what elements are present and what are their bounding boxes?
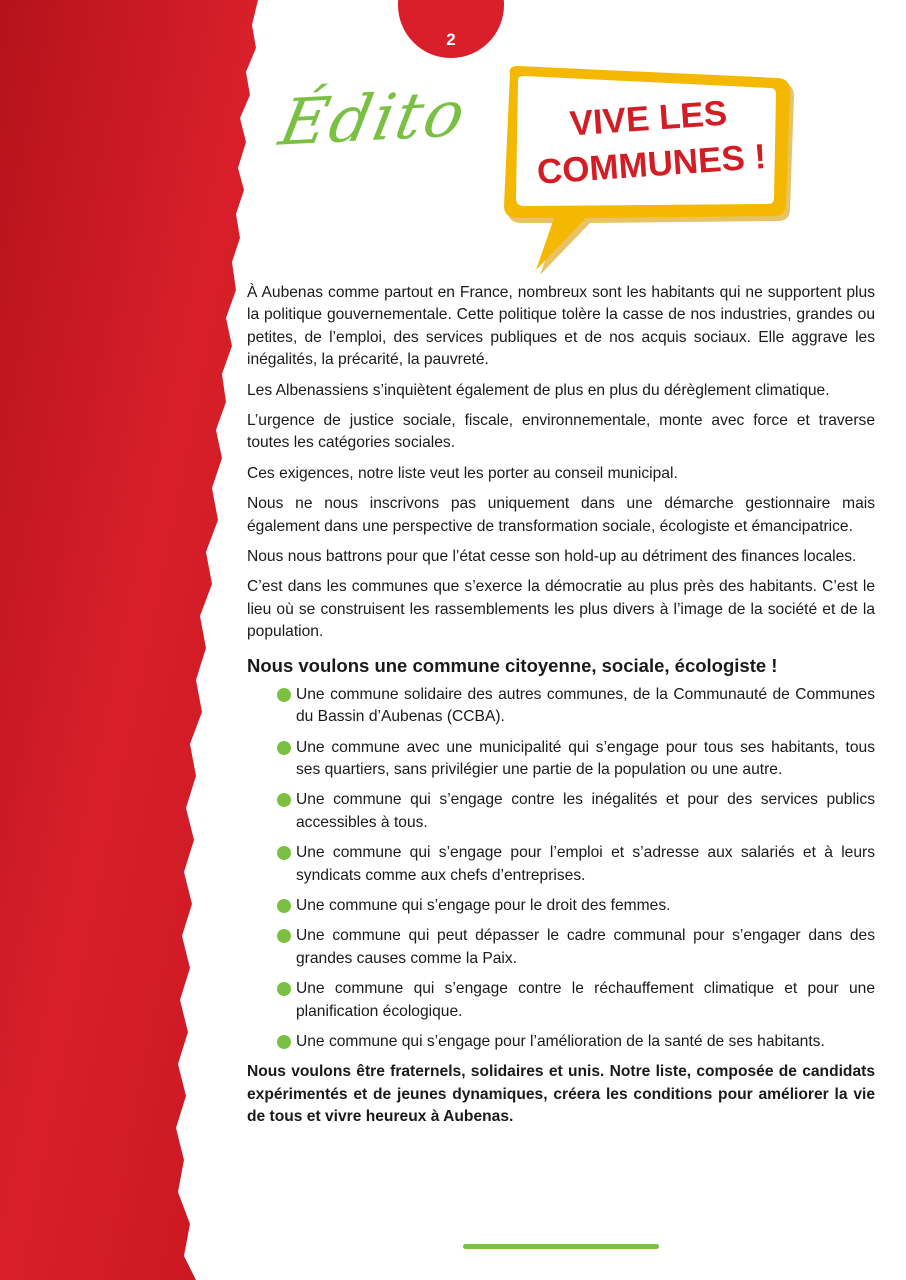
edito-heading bbox=[273, 77, 473, 212]
green-bullet-icon bbox=[277, 793, 291, 807]
list-item-text: Une commune avec une municipalité qui s’engage pour tous ses habitants, tous ses quartiers, sans privilégier une partie de la population ou une autre. bbox=[296, 738, 875, 778]
paragraph: Nous nous battrons pour que l’état cesse son hold-up au détriment des finances locales. bbox=[247, 548, 857, 566]
commitments-list bbox=[247, 684, 875, 1054]
edito-title: Édito bbox=[273, 77, 473, 161]
list-item-text: Une commune qui s’engage contre le réchauffement climatique et pour une planification écologique. bbox=[296, 980, 875, 1020]
paragraph: C’est dans les communes que s’exerce la démocratie au plus près des habitants. C’est le lieu où se construisent les rassemblements les plus divers à l’image de la société et de la population. bbox=[247, 578, 875, 641]
list-item bbox=[277, 789, 875, 834]
list-item-text: Une commune qui peut dépasser le cadre communal pour s’engager dans des grandes causes comme la Paix. bbox=[296, 927, 875, 967]
page-number: 2 bbox=[446, 30, 456, 49]
paragraph: À Aubenas comme partout en France, nombreux sont les habitants qui ne supportent plus la politique gouvernementale. Cette politique tolère la casse de nos industries, grandes ou petites, de l’emploi, des services publiques et de nos acquis sociaux. Elle aggrave les inégalités, la précarité, la pauvreté. bbox=[247, 284, 875, 369]
list-item-text: Une commune qui s’engage contre les inégalités et pour des services publics accessibles à tous. bbox=[296, 791, 875, 831]
article-body bbox=[247, 282, 875, 1137]
green-bullet-icon bbox=[277, 688, 291, 702]
paragraph: Nous ne nous inscrivons pas uniquement dans une démarche gestionnaire mais également dans une perspective de transformation sociale, écologiste et émancipatrice. bbox=[247, 495, 875, 535]
list-item bbox=[277, 684, 875, 729]
list-item bbox=[277, 1031, 875, 1053]
list-item-text: Une commune solidaire des autres communes, de la Communauté de Communes du Bassin d’Aubenas (CCBA). bbox=[296, 685, 875, 726]
page-number-badge bbox=[398, 0, 504, 58]
green-divider bbox=[463, 1244, 659, 1249]
list-item-text: Une commune qui s’engage pour le droit des femmes. bbox=[296, 896, 671, 914]
bubble-line-2: COMMUNES ! bbox=[535, 136, 768, 192]
list-item bbox=[277, 925, 875, 970]
section-heading: Nous voulons une commune citoyenne, sociale, écologiste ! bbox=[247, 654, 778, 676]
list-item bbox=[277, 842, 875, 887]
closing-statement: Nous voulons être fraternels, solidaires et unis. Notre liste, composée de candidats expérimentés et de jeunes dynamiques, créera les conditions pour améliorer la vie de tous et vivre heureux à Aubenas. bbox=[247, 1063, 875, 1126]
bubble-line-1: VIVE LES bbox=[568, 93, 729, 144]
green-bullet-icon bbox=[277, 929, 291, 943]
list-item-text: Une commune qui s’engage pour l’emploi et s’adresse aux salariés et à leurs syndicats comme aux chefs d’entreprises. bbox=[296, 844, 875, 884]
green-bullet-icon bbox=[277, 1035, 291, 1049]
bubble-slogan bbox=[517, 87, 783, 197]
green-bullet-icon bbox=[277, 899, 291, 913]
green-bullet-icon bbox=[277, 982, 291, 996]
paragraph: Les Albenassiens s’inquiètent également de plus en plus du dérèglement climatique. bbox=[247, 381, 830, 399]
list-item bbox=[277, 978, 875, 1023]
list-item bbox=[277, 895, 875, 917]
torn-red-paper-band bbox=[0, 0, 270, 1280]
green-bullet-icon bbox=[277, 846, 291, 860]
paragraph: Ces exigences, notre liste veut les porter au conseil municipal. bbox=[247, 464, 678, 482]
list-item-text: Une commune qui s’engage pour l’amélioration de la santé de ses habitants. bbox=[296, 1032, 825, 1050]
green-bullet-icon bbox=[277, 741, 291, 755]
paragraph: L’urgence de justice sociale, fiscale, environnementale, monte avec force et traverse toutes les catégories sociales. bbox=[247, 412, 875, 452]
list-item bbox=[277, 737, 875, 782]
